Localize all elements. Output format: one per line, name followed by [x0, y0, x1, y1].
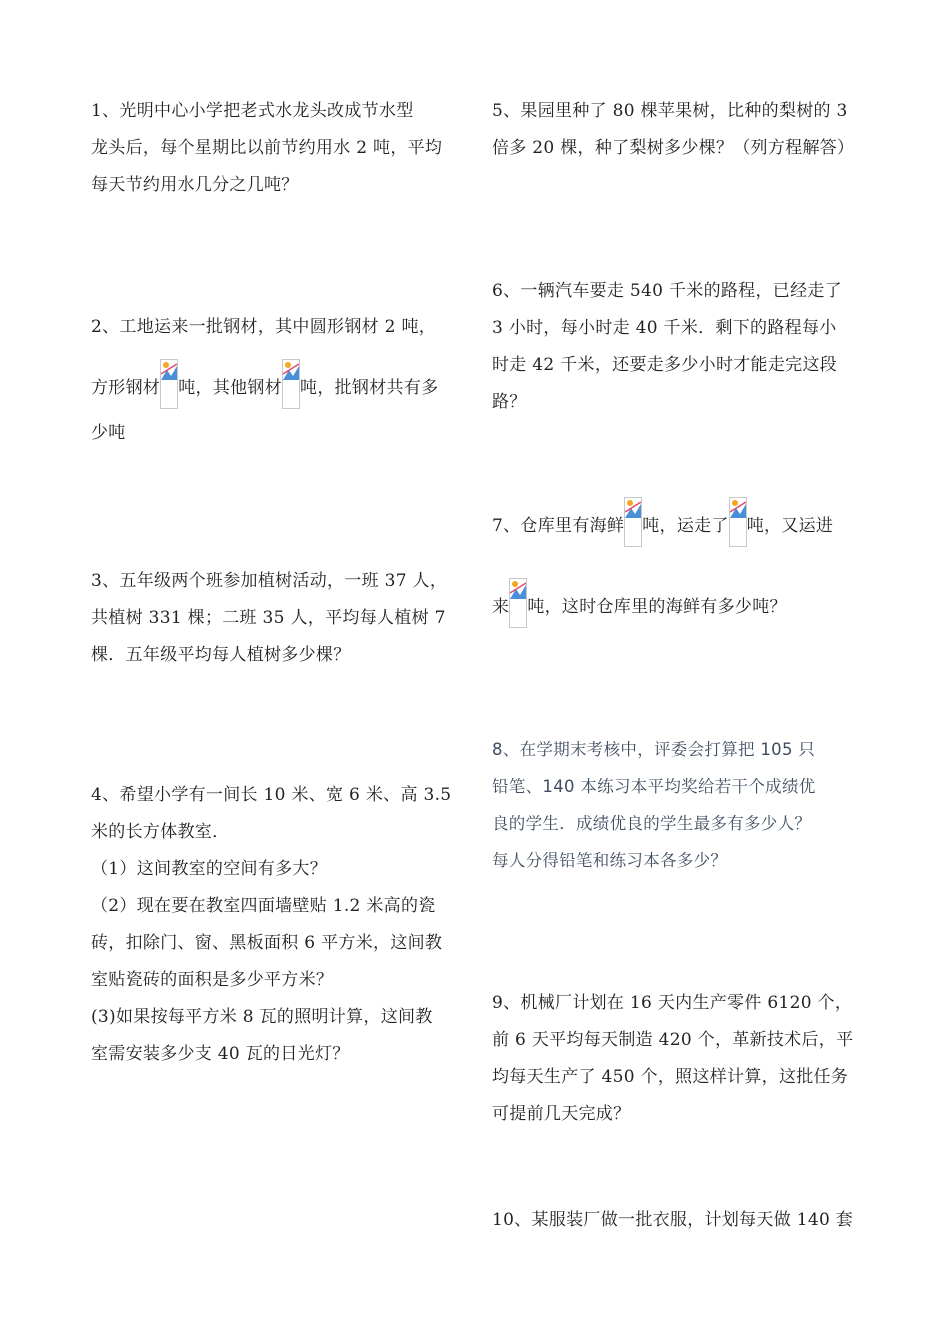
broken-image-icon — [624, 497, 642, 547]
broken-image-icon — [282, 359, 300, 409]
problem-9-line: 可提前几天完成？ — [492, 1104, 631, 1124]
problem-10 — [492, 1202, 864, 1239]
problem-8 — [492, 731, 864, 879]
problem-10-line: 10、某服装厂做一批衣服，计划每天做 140 套 — [492, 1210, 854, 1230]
problem-9 — [492, 985, 864, 1133]
problem-6-line: 时走 42 千米，还要走多少小时才能走完这段 — [492, 355, 838, 375]
problem-2-text: 吨，批钢材共有多 — [300, 378, 439, 398]
problem-7 — [492, 497, 864, 631]
problem-8-line: 铅笔、140 本练习本平均奖给若干个成绩优 — [492, 777, 816, 796]
problem-8-line: 8、在学期末考核中，评委会打算把 105 只 — [492, 740, 816, 759]
broken-image-icon — [509, 578, 527, 628]
problem-9-line: 9、机械厂计划在 16 天内生产零件 6120 个， — [492, 993, 853, 1013]
problem-4-line: 4、希望小学有一间长 10 米、宽 6 米、高 3.5 — [91, 785, 452, 805]
problem-1 — [91, 93, 463, 204]
problem-2-line — [91, 359, 463, 412]
problem-3-line: 3、五年级两个班参加植树活动，一班 37 人， — [91, 571, 448, 591]
problem-3-line: 棵．五年级平均每人植树多少棵？ — [91, 645, 351, 665]
problem-9-line: 前 6 天平均每天制造 420 个，革新技术后，平 — [492, 1030, 854, 1050]
problem-4-line: (3)如果按每平方米 8 瓦的照明计算，这间教 — [91, 1007, 433, 1027]
problem-7-line — [492, 497, 864, 550]
problem-6-line: 6、一辆汽车要走 540 千米的路程，已经走了 — [492, 281, 842, 301]
problem-2-line: 2、工地运来一批钢材，其中圆形钢材 2 吨， — [91, 317, 437, 337]
problem-9-line: 均每天生产了 450 个，照这样计算，这批任务 — [492, 1067, 849, 1087]
problem-5-line: 倍多 20 棵，种了梨树多少棵？（列方程解答） — [492, 138, 855, 158]
problem-4-line: 米的长方体教室． — [91, 822, 230, 842]
problem-1-line: 1、光明中心小学把老式水龙头改成节水型 — [91, 101, 414, 121]
problem-7-text: 7、仓库里有海鲜 — [492, 516, 625, 536]
problem-8-line: 每人分得铅笔和练习本各多少？ — [492, 851, 728, 870]
problem-7-line — [492, 578, 864, 631]
problem-6-line: 路？ — [492, 392, 527, 412]
broken-image-icon — [729, 497, 747, 547]
problem-7-text: 吨，又运进 — [746, 516, 834, 536]
problem-1-line: 每天节约用水几分之几吨？ — [91, 175, 299, 195]
problem-3-line: 共植树 331 棵；二班 35 人，平均每人植树 7 — [91, 608, 446, 628]
problem-4-line: 砖，扣除门、窗、黑板面积 6 平方米，这间教 — [91, 933, 443, 953]
problem-8-line: 良的学生．成绩优良的学生最多有多少人？ — [492, 814, 812, 833]
problem-7-text: 来 — [492, 597, 510, 617]
problem-6 — [492, 273, 864, 421]
problem-7-text: 吨，这时仓库里的海鲜有多少吨？ — [527, 597, 787, 617]
problem-1-line: 龙头后，每个星期比以前节约用水 2 吨，平均 — [91, 138, 443, 158]
problem-4-line: 室需安装多少支 40 瓦的日光灯？ — [91, 1044, 350, 1064]
problem-5 — [492, 93, 864, 167]
problem-4-line: （2）现在要在教室四面墙壁贴 1.2 米高的瓷 — [91, 896, 436, 916]
problem-4-line: （1）这间教室的空间有多大？ — [91, 859, 328, 879]
problem-3 — [91, 563, 463, 674]
broken-image-icon — [160, 359, 178, 409]
problem-4-line: 室贴瓷砖的面积是多少平方米？ — [91, 970, 334, 990]
problem-2-text: 方形钢材 — [91, 378, 161, 398]
problem-5-line: 5、果园里种了 80 棵苹果树，比种的梨树的 3 — [492, 101, 848, 121]
problem-2-line: 少吨 — [91, 423, 126, 443]
problem-4 — [91, 777, 463, 1073]
problem-2 — [91, 304, 463, 457]
problem-2-text: 吨，其他钢材 — [178, 378, 283, 398]
problem-7-text: 吨，运走了 — [642, 516, 729, 536]
problem-6-line: 3 小时，每小时走 40 千米．剩下的路程每小 — [492, 318, 837, 338]
